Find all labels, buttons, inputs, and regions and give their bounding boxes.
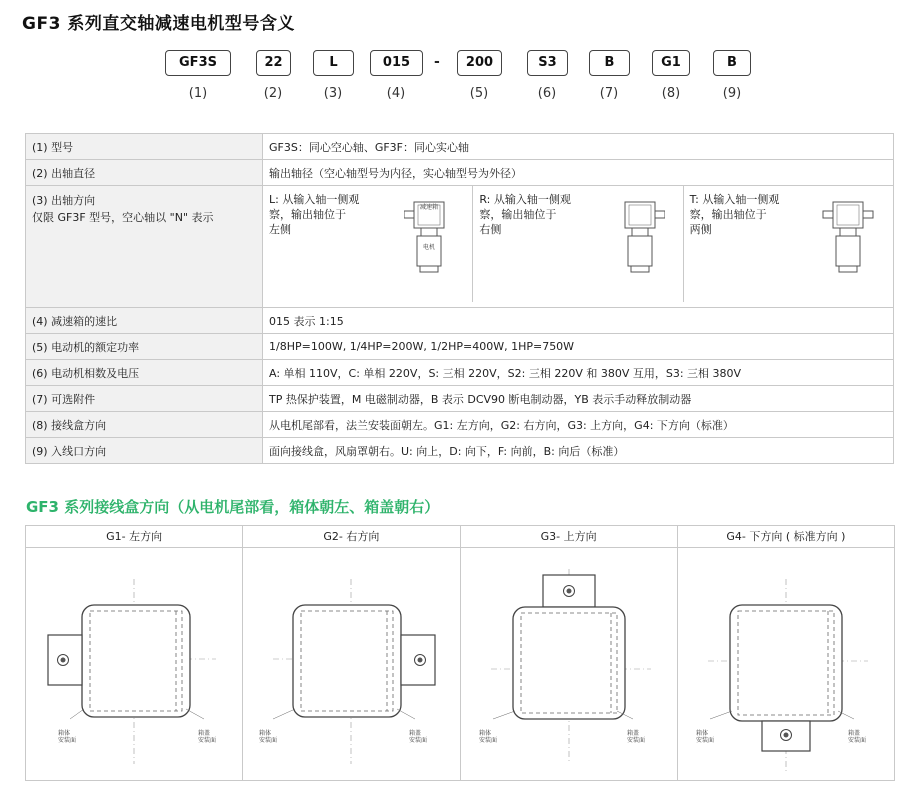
row-label: (9) 入线口方向 <box>26 438 263 464</box>
page-title: GF3 系列直交轴减速电机型号含义 <box>22 14 295 34</box>
code-box-model: GF3S <box>165 50 231 76</box>
spec-table <box>25 133 894 464</box>
row-label: (1) 型号 <box>26 134 263 160</box>
row-label: (5) 电动机的额定功率 <box>26 334 263 360</box>
row-value: TP 热保护装置，M 电磁制动器，B 表示 DCV90 断电制动器，YB 表示手动释放制动器 <box>263 386 894 412</box>
code-separator: - <box>434 54 440 70</box>
row-value: 输出轴径（空心轴型号为内径，实心轴型号为外径） <box>263 160 894 186</box>
panel-g3 <box>461 526 678 780</box>
table-row <box>26 360 894 386</box>
table-row <box>26 412 894 438</box>
panel-g2 <box>243 526 460 780</box>
row-value: 015 表示 1:15 <box>263 308 894 334</box>
row-label: (7) 可选附件 <box>26 386 263 412</box>
row-value: 1/8HP=100W, 1/4HP=200W, 1/2HP=400W, 1HP=750W <box>263 334 894 360</box>
table-row <box>26 160 894 186</box>
terminal-box-direction-panels <box>25 525 895 781</box>
mount-label-right: 箱盖安装面 <box>626 730 645 744</box>
code-box-shaft-direction: L <box>313 50 354 76</box>
direction-option-right <box>473 186 683 302</box>
gearmotor-right-shaft-icon <box>615 194 665 274</box>
row-value: A: 单相 110V，C: 单相 220V，S: 三相 220V，S2: 三相 220V 和 380V 互用，S3: 三相 380V <box>263 360 894 386</box>
code-index-6: (6) <box>537 86 557 101</box>
panel-title: G2- 右方向 <box>243 526 459 548</box>
section-subtitle: GF3 系列接线盒方向（从电机尾部看，箱体朝左、箱盖朝右） <box>26 498 440 516</box>
gearmotor-left-shaft-icon <box>404 194 454 274</box>
row-label: (2) 出轴直径 <box>26 160 263 186</box>
mount-label-right: 箱盖安装面 <box>847 730 866 744</box>
direction-option-left <box>263 186 473 302</box>
mount-label-left: 箱体安装面 <box>259 730 278 744</box>
code-index-4: (4) <box>386 86 406 101</box>
direction-option-text: T: 从输入轴一侧观 察，输出轴位于 两侧 <box>689 193 780 236</box>
code-box-ratio: 015 <box>370 50 423 76</box>
code-box-cable-entry: B <box>713 50 751 76</box>
table-row-shaft-direction <box>26 186 894 308</box>
code-index-9: (9) <box>722 86 742 101</box>
terminal-box-left-diagram <box>26 549 243 781</box>
table-row <box>26 134 894 160</box>
gearmotor-both-shaft-icon <box>821 194 875 274</box>
panel-title: G4- 下方向 ( 标准方向 ) <box>678 526 894 548</box>
code-box-accessory: B <box>589 50 630 76</box>
model-code-diagram <box>0 50 917 110</box>
direction-label-line1: (3) 出轴方向 <box>32 194 96 207</box>
table-row <box>26 334 894 360</box>
mount-label-right: 箱盖安装面 <box>198 730 217 744</box>
mount-label-left: 箱体安装面 <box>478 730 497 744</box>
terminal-box-right-diagram <box>243 549 460 781</box>
mount-label-right: 箱盖安装面 <box>409 730 428 744</box>
table-row <box>26 308 894 334</box>
panel-title: G3- 上方向 <box>461 526 677 548</box>
table-row <box>26 438 894 464</box>
code-index-7: (7) <box>599 86 619 101</box>
row-label: (6) 电动机相数及电压 <box>26 360 263 386</box>
code-index-8: (8) <box>661 86 681 101</box>
direction-option-text: L: 从输入轴一侧观 察，输出轴位于 左侧 <box>269 193 360 236</box>
row-value <box>263 186 894 308</box>
row-value: 从电机尾部看，法兰安装面朝左。G1: 左方向，G2: 右方向，G3: 上方向，G4: 下方向（标准） <box>263 412 894 438</box>
row-label: (8) 接线盒方向 <box>26 412 263 438</box>
code-box-terminal-box: G1 <box>652 50 690 76</box>
code-box-shaft-diameter: 22 <box>256 50 291 76</box>
panel-g4 <box>678 526 894 780</box>
row-label <box>26 186 263 308</box>
code-box-power: 200 <box>457 50 502 76</box>
code-box-voltage: S3 <box>527 50 568 76</box>
direction-label-line2: 仅限 GF3F 型号，空心轴以 "N" 表示 <box>32 211 214 224</box>
terminal-box-down-diagram <box>678 549 895 781</box>
code-index-3: (3) <box>323 86 343 101</box>
row-label: (4) 减速箱的速比 <box>26 308 263 334</box>
code-index-5: (5) <box>469 86 489 101</box>
motor-label: 电机 <box>423 244 436 251</box>
row-value: 面向接线盒，风扇罩朝右。U: 向上，D: 向下，F: 向前，B: 向后（标准） <box>263 438 894 464</box>
panel-title: G1- 左方向 <box>26 526 242 548</box>
mount-label-left: 箱体安装面 <box>58 730 77 744</box>
panel-g1 <box>26 526 243 780</box>
code-index-2: (2) <box>263 86 283 101</box>
row-value: GF3S：同心空心轴、GF3F：同心实心轴 <box>263 134 894 160</box>
direction-option-both <box>684 186 893 302</box>
direction-option-text: R: 从输入轴一侧观 察，输出轴位于 右侧 <box>479 193 571 236</box>
gearbox-label: 减速箱 <box>420 204 439 211</box>
table-row <box>26 386 894 412</box>
terminal-box-up-diagram <box>461 549 678 781</box>
mount-label-left: 箱体安装面 <box>695 730 714 744</box>
code-index-1: (1) <box>188 86 208 101</box>
